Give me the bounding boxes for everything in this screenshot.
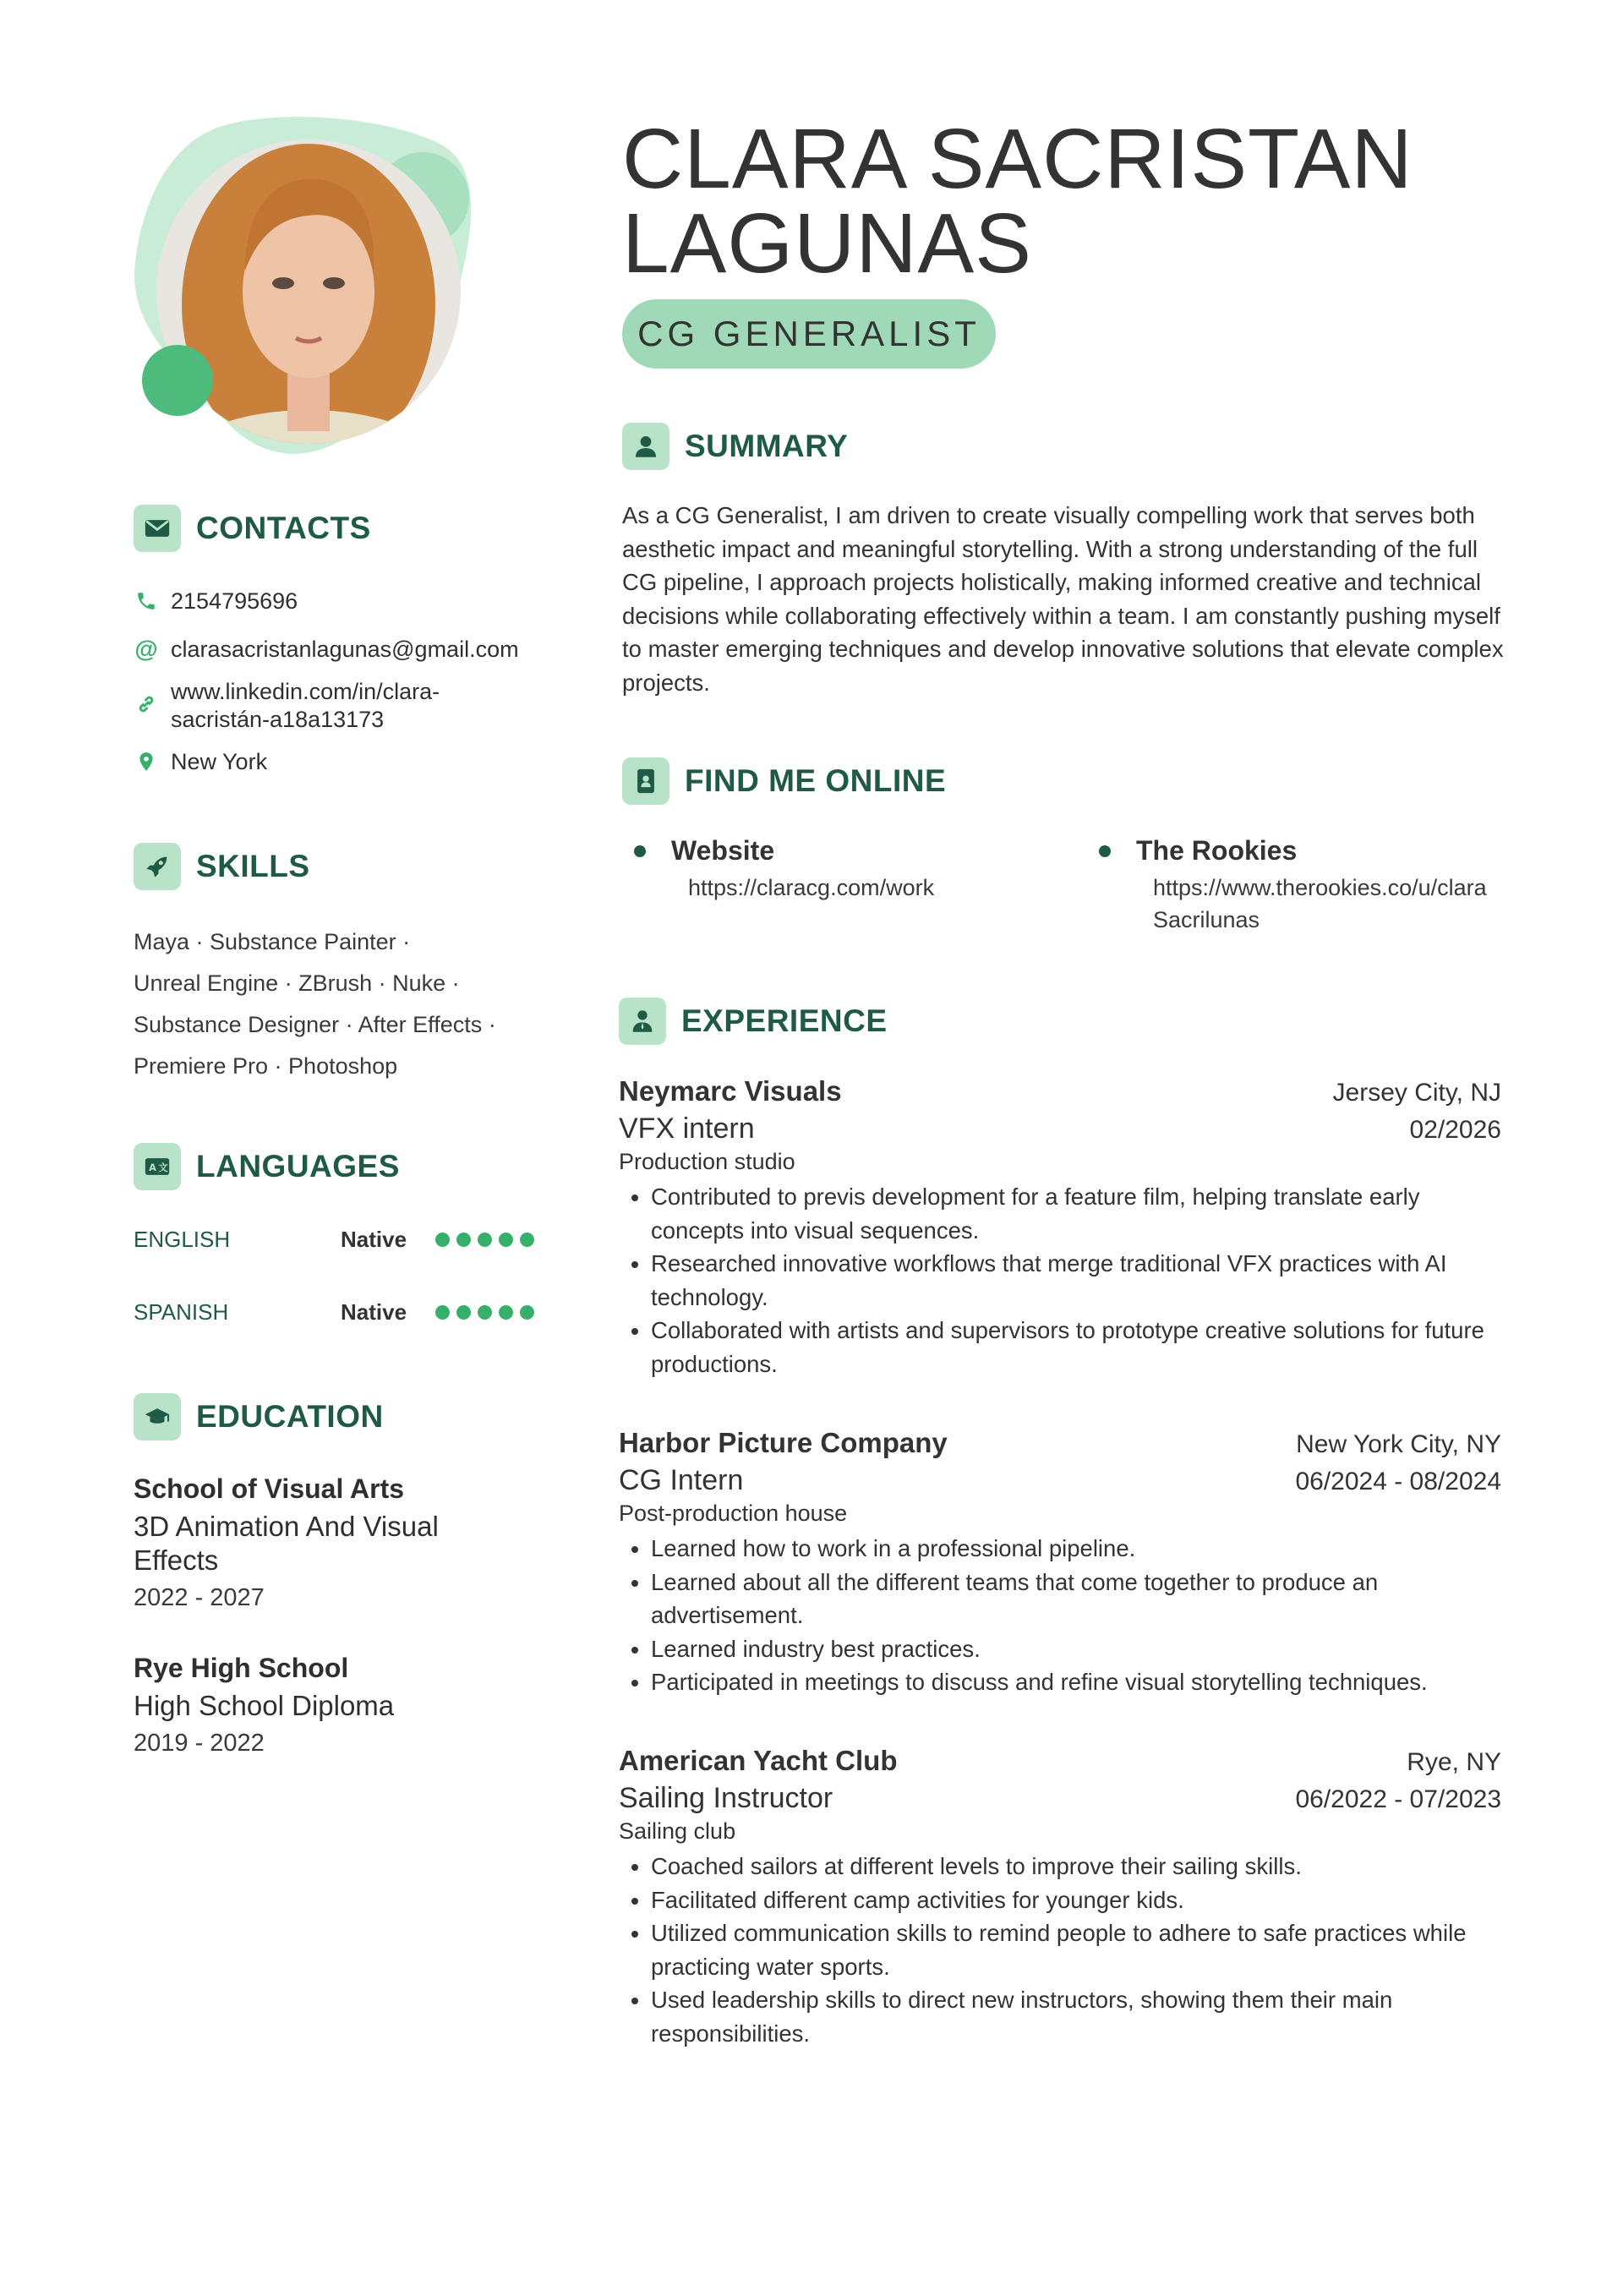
- experience-item: [619, 1745, 1501, 2050]
- job-role: CG Intern: [619, 1464, 744, 1496]
- translate-icon: [134, 1143, 181, 1190]
- language-level: Native: [341, 1299, 407, 1325]
- rocket-icon: [134, 843, 181, 890]
- job-bullet: • Learned industry best practices.: [651, 1632, 1501, 1666]
- envelope-icon: [134, 505, 181, 552]
- job-role: VFX intern: [619, 1112, 755, 1145]
- job-bullet: • Collaborated with artists and supervisors to prototype creative solutions for future productions.: [651, 1314, 1501, 1380]
- language-name: SPANISH: [134, 1299, 229, 1325]
- experience-item: [619, 1427, 1501, 1699]
- online-heading: [622, 757, 946, 805]
- online-label: The Rookies: [1136, 835, 1298, 866]
- job-bullets: [619, 1850, 1501, 2050]
- job-company: Neymarc Visuals: [619, 1075, 842, 1107]
- contact-phone[interactable]: [134, 587, 548, 615]
- job-dates: 02/2026: [1409, 1116, 1501, 1144]
- job-type: Sailing club: [619, 1818, 736, 1844]
- online-url[interactable]: https://www.therookies.co/u/claraSacrilunas: [1153, 875, 1487, 932]
- education-years: 2019 - 2022: [134, 1730, 265, 1757]
- job-bullet: • Facilitated different camp activities for younger kids.: [651, 1883, 1501, 1917]
- job-title-badge: [622, 299, 996, 369]
- job-location: New York City, NY: [1296, 1430, 1501, 1458]
- contacts-title: CONTACTS: [196, 511, 371, 545]
- at-sign-icon: @: [134, 636, 158, 662]
- degree-name: High School Diploma: [134, 1690, 395, 1721]
- graduation-cap-icon: [134, 1393, 181, 1440]
- svg-text:文: 文: [158, 1161, 168, 1173]
- candidate-name: [622, 112, 1413, 291]
- contact-linkedin[interactable]: [134, 678, 548, 734]
- online-url[interactable]: https://claracg.com/work: [688, 875, 935, 900]
- rating-dot: [478, 1305, 492, 1320]
- contact-location: [134, 747, 548, 776]
- job-type: Production studio: [619, 1149, 795, 1174]
- job-role: Sailing Instructor: [619, 1782, 833, 1814]
- job-bullet: • Coached sailors at different levels to improve their sailing skills.: [651, 1850, 1501, 1883]
- name-line-2: LAGUNAS: [622, 196, 1032, 291]
- contact-email[interactable]: [134, 635, 548, 664]
- job-bullets: [619, 1532, 1501, 1699]
- rating-dot: [456, 1305, 471, 1320]
- language-row: [134, 1227, 548, 1253]
- skills-line: Premiere Pro · Photoshop: [134, 1053, 398, 1079]
- language-rating: [435, 1305, 534, 1320]
- name-line-1: CLARA SACRISTAN: [622, 112, 1413, 206]
- language-rating: [435, 1233, 534, 1247]
- job-bullet: • Contributed to previs development for a feature film, helping translate early concepts into visual sequences.: [651, 1180, 1501, 1247]
- link-icon: [134, 690, 159, 719]
- contact-card-icon: [622, 757, 669, 805]
- school-name: School of Visual Arts: [134, 1473, 405, 1504]
- school-name: Rye High School: [134, 1653, 349, 1683]
- profile-photo-graphic: [127, 110, 490, 473]
- rating-dot: [435, 1305, 450, 1320]
- email-text: clarasacristanlagunas@gmail.com: [171, 637, 519, 662]
- job-bullet: • Used leadership skills to direct new instructors, showing them their main responsibilities.: [651, 1983, 1501, 2050]
- job-bullet: • Researched innovative workflows that merge traditional VFX practices with AI technology.: [651, 1247, 1501, 1314]
- bullet-dot: [634, 845, 646, 857]
- education-item: [134, 1653, 548, 1758]
- education-title: EDUCATION: [196, 1399, 384, 1434]
- summary-text: As a CG Generalist, I am driven to create visually compelling work that serves both aesthetic impact and meaningful storytelling. With a strong understanding of the full CG pipeline, I approach projects holistically, making informed creative and technical decisions while collaborating effectively within a team. I am constantly pushing myself to master emerging techniques and develop innovative solutions that elevate complex projects.: [622, 502, 1504, 696]
- profile-photo: [127, 110, 490, 473]
- job-dates: 06/2022 - 07/2023: [1295, 1785, 1501, 1813]
- job-company: American Yacht Club: [619, 1745, 898, 1776]
- linkedin-text: www.linkedin.com/in/clara- sacristán-a18a13173: [171, 679, 440, 732]
- online-link-rookies[interactable]: [1099, 835, 1500, 936]
- user-icon: [622, 423, 669, 470]
- rating-dot: [499, 1305, 513, 1320]
- bullet-dot: [1099, 845, 1111, 857]
- education-heading: [134, 1393, 548, 1440]
- rating-dot: [435, 1233, 450, 1247]
- location-text: New York: [171, 749, 268, 774]
- rating-dot: [478, 1233, 492, 1247]
- skills-heading: [134, 843, 548, 890]
- education-item: [134, 1473, 548, 1612]
- map-pin-icon: [134, 747, 159, 776]
- job-dates: 06/2024 - 08/2024: [1295, 1468, 1501, 1495]
- languages-heading: [134, 1143, 548, 1190]
- skills-line: Unreal Engine · ZBrush · Nuke ·: [134, 970, 460, 996]
- skills-line: Substance Designer · After Effects ·: [134, 1012, 496, 1037]
- job-location: Jersey City, NJ: [1332, 1079, 1501, 1107]
- job-bullet: • Learned about all the different teams that come together to produce an advertisement.: [651, 1566, 1501, 1632]
- languages-title: LANGUAGES: [196, 1149, 400, 1184]
- skills-list: [134, 921, 548, 1087]
- job-bullet: • Utilized communication skills to remind people to adhere to safe practices while practicing water sports.: [651, 1916, 1501, 1983]
- skills-title: SKILLS: [196, 849, 310, 883]
- job-bullets: [619, 1180, 1501, 1380]
- language-row: [134, 1299, 548, 1326]
- rating-dot: [456, 1233, 471, 1247]
- online-link-website[interactable]: [634, 835, 1040, 904]
- skills-line: Maya · Substance Painter ·: [134, 929, 411, 954]
- rating-dot: [520, 1233, 534, 1247]
- job-title-text: CG GENERALIST: [637, 314, 981, 353]
- online-label: Website: [671, 835, 775, 866]
- language-level: Native: [341, 1227, 407, 1252]
- briefcase-person-icon: [619, 998, 666, 1045]
- degree-name: 3D Animation And Visual Effects: [134, 1511, 439, 1576]
- experience-heading: [619, 998, 888, 1045]
- phone-icon: [134, 587, 159, 615]
- job-type: Post-production house: [619, 1501, 848, 1526]
- job-location: Rye, NY: [1407, 1748, 1501, 1776]
- rating-dot: [499, 1233, 513, 1247]
- svg-text:A: A: [149, 1161, 156, 1173]
- summary-heading: [622, 423, 848, 470]
- summary-title: SUMMARY: [685, 429, 849, 463]
- job-bullet: • Participated in meetings to discuss and refine visual storytelling techniques.: [651, 1665, 1501, 1699]
- online-title: FIND ME ONLINE: [685, 763, 947, 798]
- phone-text: 2154795696: [171, 588, 298, 614]
- experience-item: [619, 1075, 1501, 1380]
- language-name: ENGLISH: [134, 1227, 231, 1252]
- experience-title: EXPERIENCE: [681, 1003, 888, 1038]
- job-bullet: • Learned how to work in a professional pipeline.: [651, 1532, 1501, 1566]
- education-years: 2022 - 2027: [134, 1584, 265, 1611]
- rating-dot: [520, 1305, 534, 1320]
- contacts-heading: [134, 505, 548, 552]
- job-company: Harbor Picture Company: [619, 1427, 948, 1458]
